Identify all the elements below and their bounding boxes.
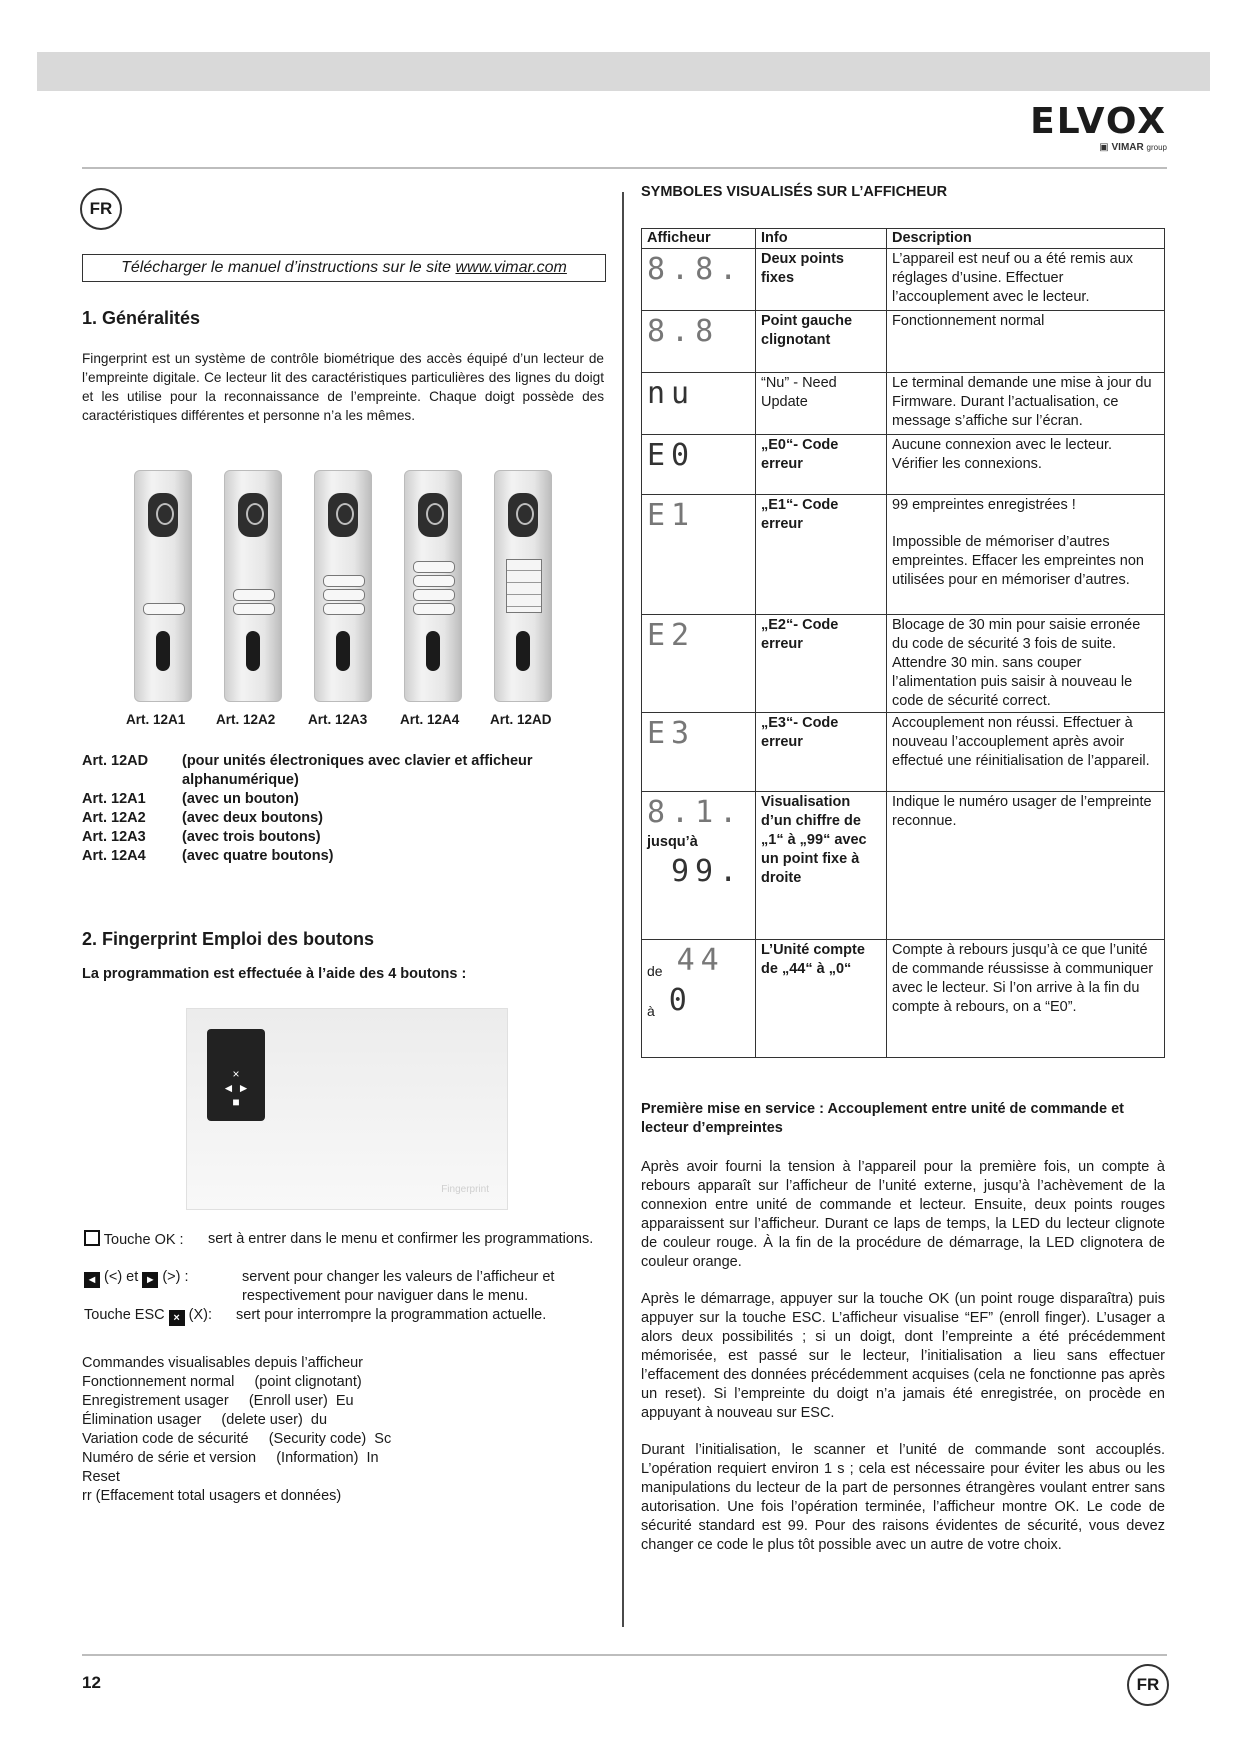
device-illustrations bbox=[130, 470, 560, 700]
first-use-p2: Après le démarrage, appuyer sur la touche OK (un point rouge disparaîtra) puis appuyer sur la touche ESC. L’afficheur visualise “EF” (enroll finger). L’usager a alors deux possibilités ; si un doigt, dont l’empreinte a été précédemment mémorisée, est passé sur le lecteur, l’initialisation a lieu sans effectuer l’effacement des données précédemment acquises (cela ne fonctionne pas après un reset). Si l’empreinte du doigt n’a jamais été enregistrée, on procède en appuyant à nouveau sur ESC. bbox=[641, 1291, 1165, 1421]
vimar-icon: ▣ bbox=[1099, 142, 1109, 153]
table-row: nu “Nu” - Need Update Le terminal demande une mise à jour du Firmware. Durant l’actualisation, ce message s’affiche sur l’écran. bbox=[642, 373, 1165, 435]
display-glyph: 0 bbox=[668, 983, 693, 1018]
language-badge: FR bbox=[80, 188, 122, 230]
vimar-link[interactable]: www.vimar.com bbox=[455, 259, 567, 276]
elvox-logo: ELVOX ▣ VIMAR group bbox=[1030, 101, 1167, 153]
table-row: 8.8. Deux points fixes L’appareil est neuf ou a été remis aux réglages d’usine. Effectuer l’accouplement avec le lecteur. bbox=[642, 249, 1165, 311]
left-key-icon: ◄ bbox=[84, 1272, 100, 1288]
key-ok-info: Touche OK : sert à entrer dans le menu et confirmer les programmations. bbox=[84, 1230, 614, 1250]
display-commands: Commandes visualisables depuis l’afficheur Fonctionnement normal (point clignotant) Enregistrement usager (Enroll user) Eu Élimination usager (delete user) du Variation code de sécurité (Security code) Sc Numéro de série et version (Information) In Reset rr (Effacement total usagers et données) bbox=[82, 1355, 392, 1504]
section1-title: 1. Généralités bbox=[82, 308, 201, 328]
device-label: Art. 12A1 bbox=[126, 712, 186, 727]
article-row: Art. 12A1 (avec un bouton) bbox=[82, 791, 299, 807]
device-label: Art. 12AD bbox=[490, 712, 552, 727]
device-label: Art. 12A4 bbox=[400, 712, 460, 727]
keypad-panel-image: × ◄ ► ■ Fingerprint bbox=[186, 1008, 508, 1210]
page-number: 12 bbox=[82, 1673, 101, 1692]
footer-language-badge: FR bbox=[1127, 1664, 1169, 1706]
display-glyph: 8.8. bbox=[647, 252, 744, 287]
table-header-row: Afficheur Info Description bbox=[642, 229, 1165, 249]
display-glyph: E3 bbox=[647, 716, 696, 751]
key-arrows-info: ◄ (<) et ► (>) : servent pour changer les valeurs de l’afficheur et respectivement pour naviguer dans le menu. bbox=[84, 1268, 614, 1306]
right-key-icon: ► bbox=[142, 1272, 158, 1288]
display-glyph: E2 bbox=[647, 618, 696, 653]
device-12a3-image bbox=[314, 470, 372, 702]
article-row: Art. 12A2 (avec deux boutons) bbox=[82, 810, 323, 826]
first-use-p3: Durant l’initialisation, le scanner et l’unité de commande sont accouplés. L’opération requiert environ 1 s ; cela est nécessaire pour éviter les abus ou les manipulations du lecteur de la part de personnes étrangères voulant entrer sans autorisation. Une fois l’opération terminée, l’afficheur montre OK. Le code de sécurité standard est 99. Pour des raisons évidentes de sécurité, vous devez changer ce code le plus tôt possible avec un autre de votre choix. bbox=[641, 1442, 1165, 1553]
keypad-block: × ◄ ► ■ bbox=[207, 1029, 265, 1121]
device-12ad-image bbox=[494, 470, 552, 702]
device-label: Art. 12A3 bbox=[308, 712, 368, 727]
bottom-divider bbox=[82, 1654, 1167, 1656]
device-12a2-image bbox=[224, 470, 282, 702]
article-row: Art. 12A4 (avec quatre boutons) bbox=[82, 848, 334, 864]
table-row: E0 „E0“- Code erreur Aucune connexion avec le lecteur. Vérifier les connexions. bbox=[642, 435, 1165, 495]
first-use-p1: Après avoir fourni la tension à l’appareil pour la première fois, un compte à rebours apparaît sur l’afficheur de l’unité externe, jusqu’à l’achèvement de la connexion entre unité de commande et lecteur. Ensuite, deux points rouges apparaissent sur l’afficheur. Durant ce laps de temps, la LED du lecteur clignote de couleur rouge. À la fin de la procédure de démarrage, la LED clignotera de couleur orange. bbox=[641, 1159, 1165, 1270]
column-divider bbox=[622, 192, 624, 1627]
device-12a4-image bbox=[404, 470, 462, 702]
esc-key-icon: × bbox=[169, 1310, 185, 1326]
top-banner bbox=[37, 52, 1210, 91]
section1-body: Fingerprint est un système de contrôle biométrique des accès équipé d’un lecteur de l’empreinte digitale. Ce lecteur lit des caractéristiques particulières des lignes du doigt et les utilise pour la reconnaissance de l’empreinte. Chaque doigt possède des caractéristiques différentes et personne n’a les mêmes. bbox=[82, 351, 604, 423]
display-glyph: 8.8 bbox=[647, 314, 720, 349]
ok-key-icon bbox=[84, 1230, 100, 1246]
symbols-table bbox=[641, 228, 1165, 1058]
article-row: Art. 12A3 (avec trois boutons) bbox=[82, 829, 321, 845]
key-esc-info: Touche ESC × (X): sert pour interrompre la programmation actuelle. bbox=[84, 1307, 547, 1324]
display-glyph: nu bbox=[647, 376, 696, 411]
article-row: Art. 12AD (pour unités électroniques avec clavier et afficheur alphanumérique) bbox=[82, 753, 533, 788]
top-divider bbox=[82, 167, 1167, 169]
display-glyph: E0 bbox=[647, 438, 696, 473]
device-label: Art. 12A2 bbox=[216, 712, 276, 727]
table-row: 8.8 Point gauche clignotant Fonctionnement normal bbox=[642, 311, 1165, 373]
table-row: 8.1. jusqu’à 99. Visualisation d’un chiffre de „1“ à „99“ avec un point fixe à droite Indique le numéro usager de l’empreinte reconnue. bbox=[642, 792, 1165, 940]
section2-title: 2. Fingerprint Emploi des boutons bbox=[82, 929, 375, 949]
display-glyph: 99. bbox=[671, 854, 744, 889]
first-use-title: Première mise en service : Accouplement entre unité de commande et lecteur d’empreintes bbox=[641, 1101, 1124, 1136]
symbols-title: SYMBOLES VISUALISÉS SUR L’AFFICHEUR bbox=[641, 184, 948, 200]
table-row: E3 „E3“- Code erreur Accouplement non réussi. Effectuer à nouveau l’accouplement après avoir effectué une réinitialisation de l’appareil. bbox=[642, 713, 1165, 792]
display-glyph: 8.1. bbox=[647, 795, 744, 830]
download-note: Télécharger le manuel d’instructions sur le site www.vimar.com bbox=[82, 254, 606, 282]
device-12a1-image bbox=[134, 470, 192, 702]
article-list bbox=[82, 752, 602, 866]
section2-subtitle: La programmation est effectuée à l’aide des 4 boutons : bbox=[82, 966, 467, 982]
display-glyph: E1 bbox=[647, 498, 696, 533]
table-row: E1 „E1“- Code erreur 99 empreintes enregistrées ! Impossible de mémoriser d’autres empreintes. Effacer les empreintes non utilisées pour en mémoriser d’autres. bbox=[642, 495, 1165, 615]
display-glyph: 44 bbox=[676, 943, 725, 978]
table-row: E2 „E2“- Code erreur Blocage de 30 min pour saisie erronée du code de sécurité 3 fois de suite. Attendre 30 min. sans couper l’alimentation puis saisir à nouveau le code de sécurité correct. bbox=[642, 615, 1165, 713]
table-row: de 44 à 0 L’Unité compte de „44“ à „0“ Compte à rebours jusqu’à ce que l’unité de commande réussisse à communiquer avec le lecteur. Si l’on arrive à la fin du compte à rebours, on a “E0”. bbox=[642, 940, 1165, 1058]
